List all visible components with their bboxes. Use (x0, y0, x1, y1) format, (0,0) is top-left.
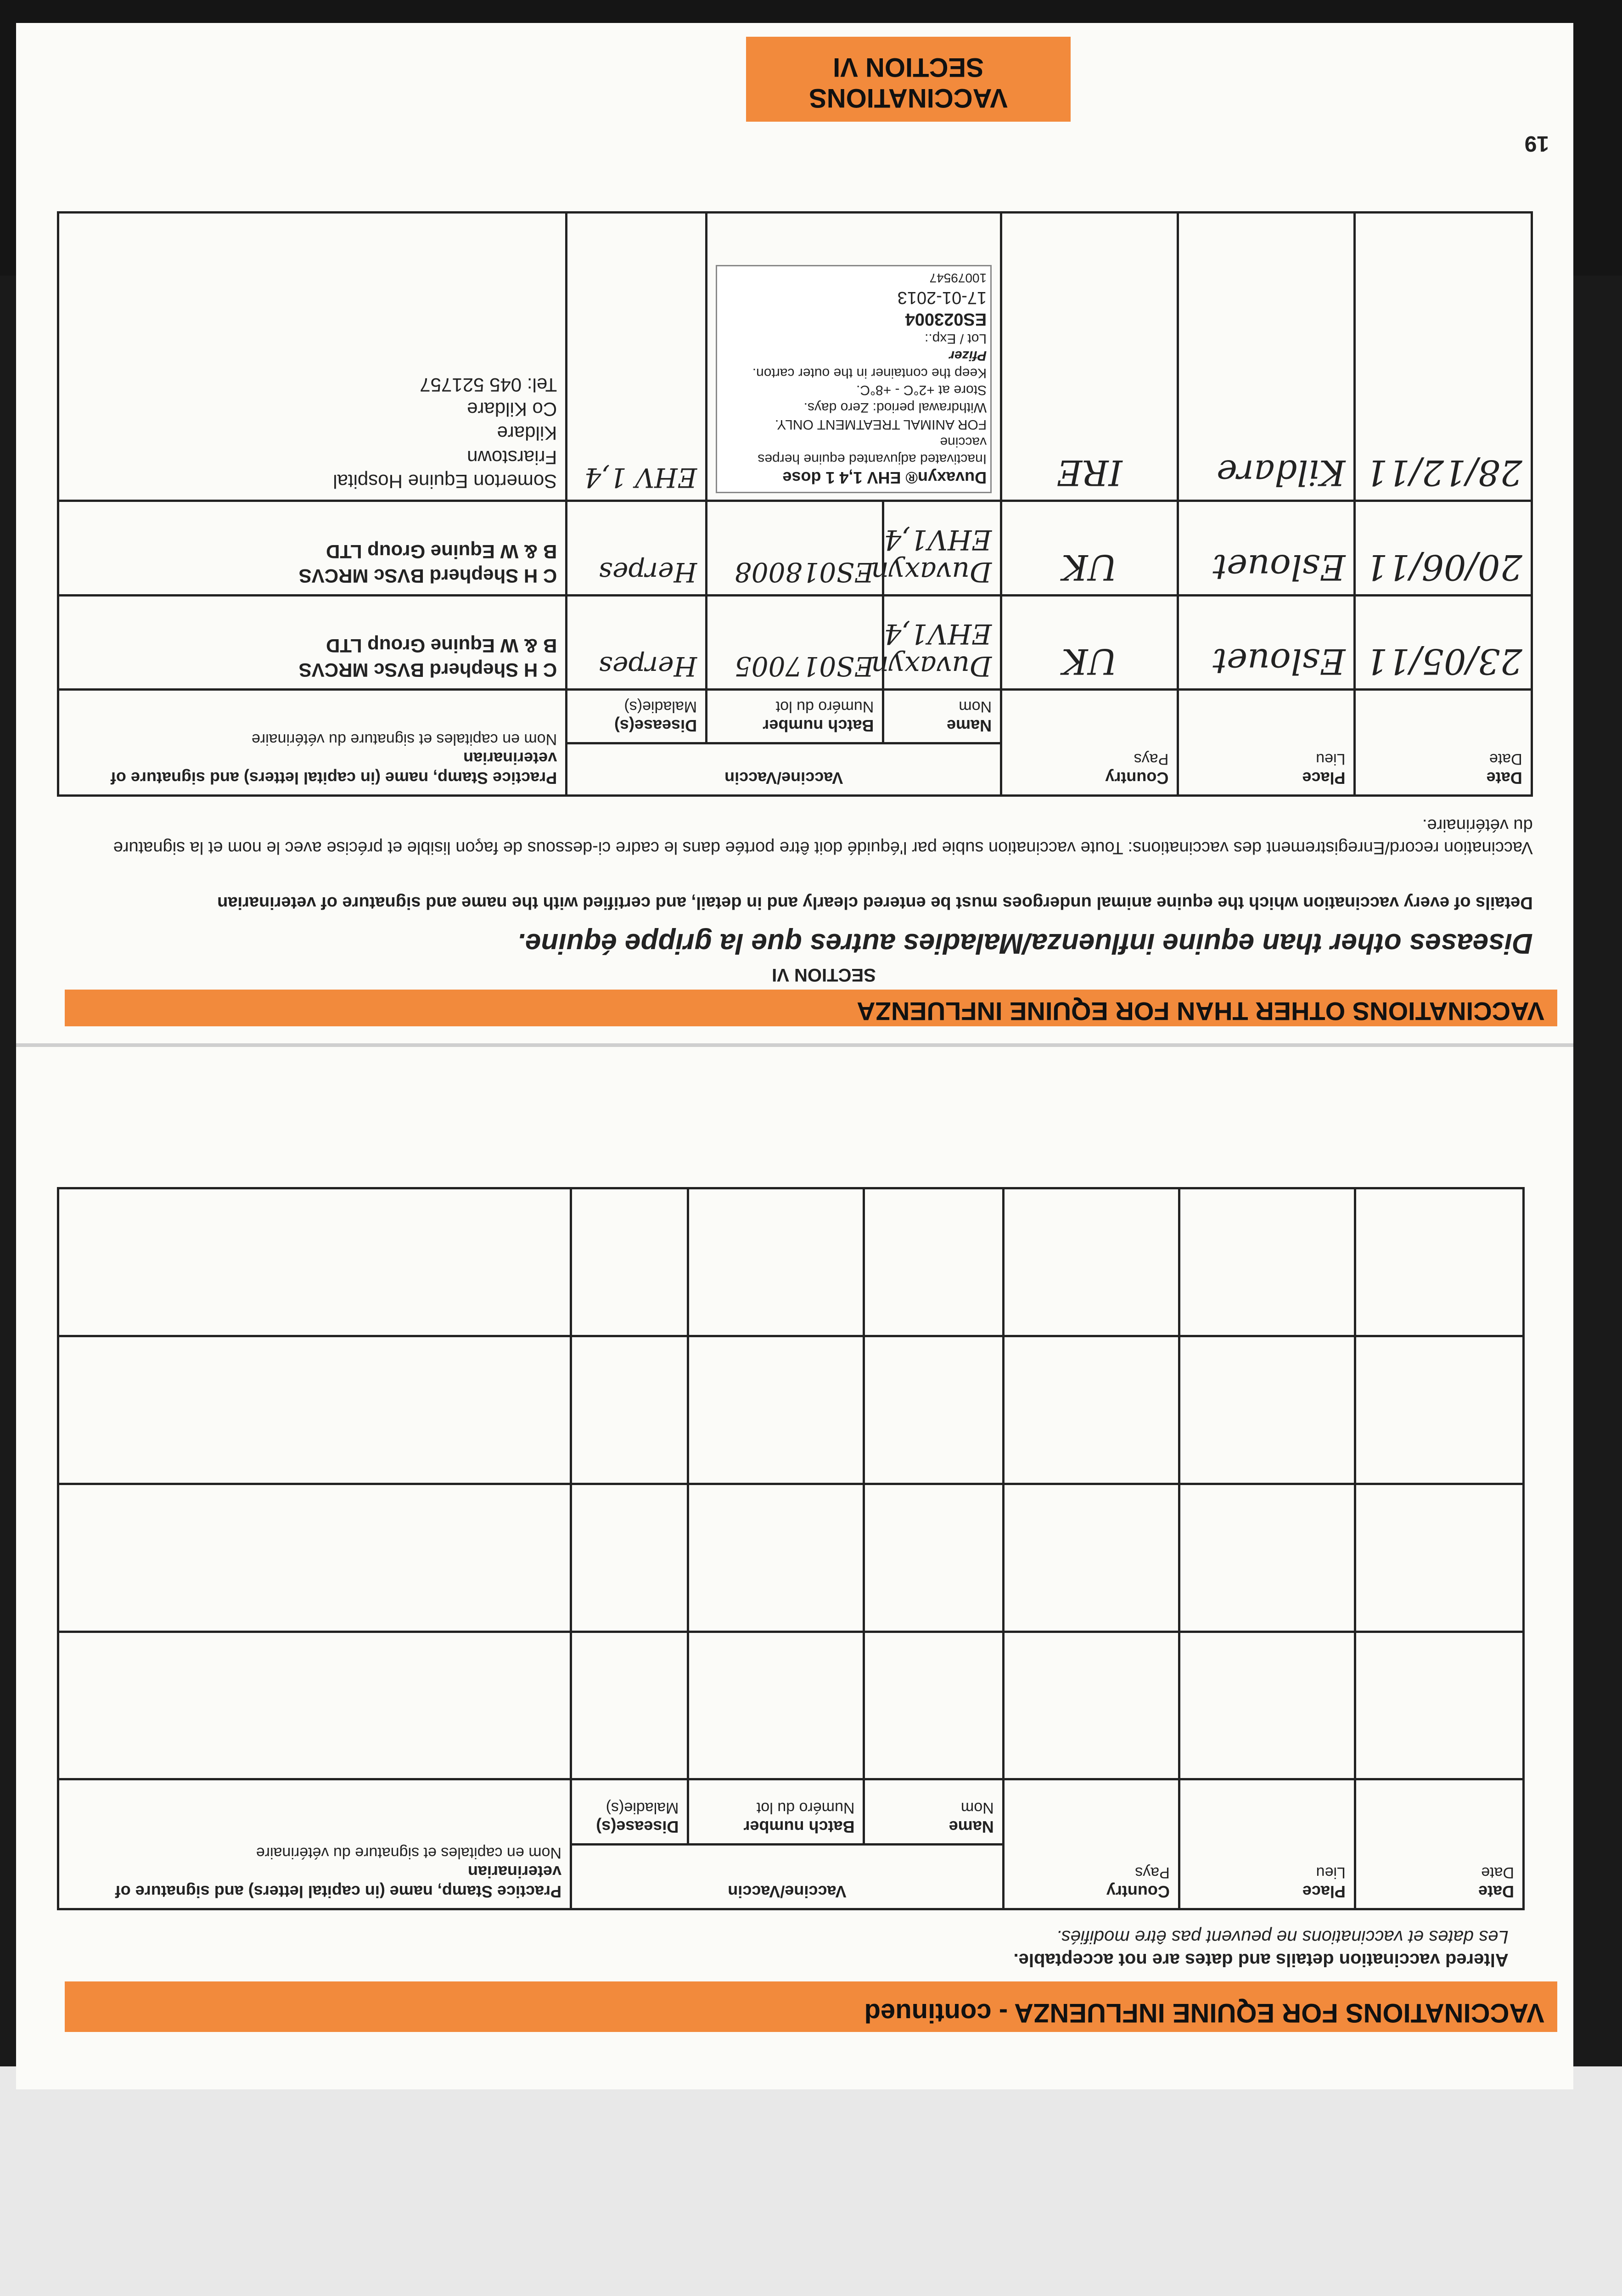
vet-stamp: C H Shepherd BVSc MRCVS B & W Equine Group LTD (58, 501, 567, 595)
vacc-name: Duvaxyn EHV1,4 (883, 595, 1001, 689)
col-date: Date Date (1355, 1779, 1523, 1909)
col-vaccine-group: Vaccine/Vaccin (567, 743, 1001, 795)
table-row (58, 501, 1532, 595)
vet-stamp: C H Shepherd BVSc MRCVS B & W Equine Group LTD (58, 595, 567, 689)
table-row (58, 1632, 1523, 1779)
col-stamp: Practice Stamp, name (in capital letters) and signature of veterinarian Nom en capitales et signature du vétérinaire (58, 689, 567, 795)
vaccine-sticker: Duvaxyn® EHV 1,4 1 dose Inactivated adjuvanted equine herpes vaccine FOR ANIMAL TREATMENT ONLY. Withdrawal period: Zero days. Store at +2°C - +8°C. Keep the container in the outer carton. Pfizer Lot / Exp.: ES023004 17-01-2013 10079547 (716, 265, 992, 493)
section-vi-heading: Diseases other than equine influenza/Maladies autres que la grippe équine. (517, 928, 1533, 959)
vacc-place: Eslouet (1178, 595, 1355, 689)
altered-notice-en: Altered vaccination details and dates are not acceptable. (1013, 1950, 1509, 1970)
vacc-place: Kildare (1178, 213, 1355, 501)
table-row (58, 1336, 1523, 1484)
col-place: Place Lieu (1179, 1779, 1355, 1909)
section-vi-banner: VACCINATIONS OTHER THAN FOR EQUINE INFLUENZA (65, 990, 1557, 1026)
vet-stamp: Somerton Equine Hospital Friarstown Kildare Co Kildare Tel: 045 521757 (58, 213, 567, 501)
altered-notice-fr: Les dates et vaccinations ne peuvent pas être modifiés. (1056, 1927, 1509, 1947)
col-batch: Batch number Numéro du lot (707, 689, 883, 743)
col-disease: Disease(s) Maladie(s) (571, 1779, 688, 1844)
vacc-disease: EHV 1,4 (567, 213, 707, 501)
col-disease: Disease(s) Maladie(s) (567, 689, 707, 743)
page-fold (16, 1043, 1573, 1047)
col-date: Date Date (1355, 689, 1532, 795)
vacc-name: Duvaxyn EHV1,4 (883, 501, 1001, 595)
vacc-date: 20/06/11 (1355, 501, 1532, 595)
col-vaccine-group: Vaccine/Vaccin (571, 1844, 1004, 1909)
vacc-country: UK (1001, 501, 1178, 595)
vacc-country: IRE (1001, 213, 1178, 501)
vaccine-sticker-cell (707, 213, 1001, 501)
col-stamp: Practice Stamp, name (in capital letters) and signature of veterinarian Nom en capitales et signature du vétérinaire (58, 1779, 571, 1909)
table-row (58, 1484, 1523, 1632)
vacc-disease: Herpes (567, 501, 707, 595)
col-batch: Batch number Numéro du lot (688, 1779, 864, 1844)
vacc-date: 23/05/11 (1355, 595, 1532, 689)
col-place: Place Lieu (1178, 689, 1355, 795)
vacc-disease: Herpes (567, 595, 707, 689)
section-vi-instruction-en: Details of every vaccination which the equine animal undergoes must be entered clearly and in detail, and certified with the name and signature of veterinarian (217, 893, 1533, 912)
col-country: Country Pays (1001, 689, 1178, 795)
equine-influenza-banner: VACCINATIONS FOR EQUINE INFLUENZA - continued (65, 1981, 1557, 2032)
brand-logo: Pfizer (949, 348, 987, 364)
col-name: Name Nom (864, 1779, 1003, 1844)
vacc-batch: ES018008 (707, 501, 883, 595)
section-vi-table (57, 211, 1533, 797)
vaccinations-tab: VACCINATIONS SECTION VI (746, 37, 1071, 122)
equine-influenza-table (57, 1187, 1525, 1910)
vacc-place: Eslouet (1178, 501, 1355, 595)
section-vi-label: SECTION VI (772, 965, 876, 985)
vacc-batch: ES017005 (707, 595, 883, 689)
col-name: Name Nom (883, 689, 1001, 743)
table-row (58, 213, 1532, 501)
top-binding-strip (0, 2066, 1622, 2296)
table-row (58, 595, 1532, 689)
table-row (58, 1188, 1523, 1336)
section-vi-instruction-fr: Vaccination record/Enregistrement des vaccinations: Toute vaccination subie par l'équidé doit être portée dans le cadre ci-dessous de façon lisible et précise avec le nom et la signature du vétérinaire. (113, 815, 1533, 857)
page-number: 19 (1524, 131, 1549, 156)
vacc-country: UK (1001, 595, 1178, 689)
vacc-date: 28/12/11 (1355, 213, 1532, 501)
col-country: Country Pays (1003, 1779, 1179, 1909)
